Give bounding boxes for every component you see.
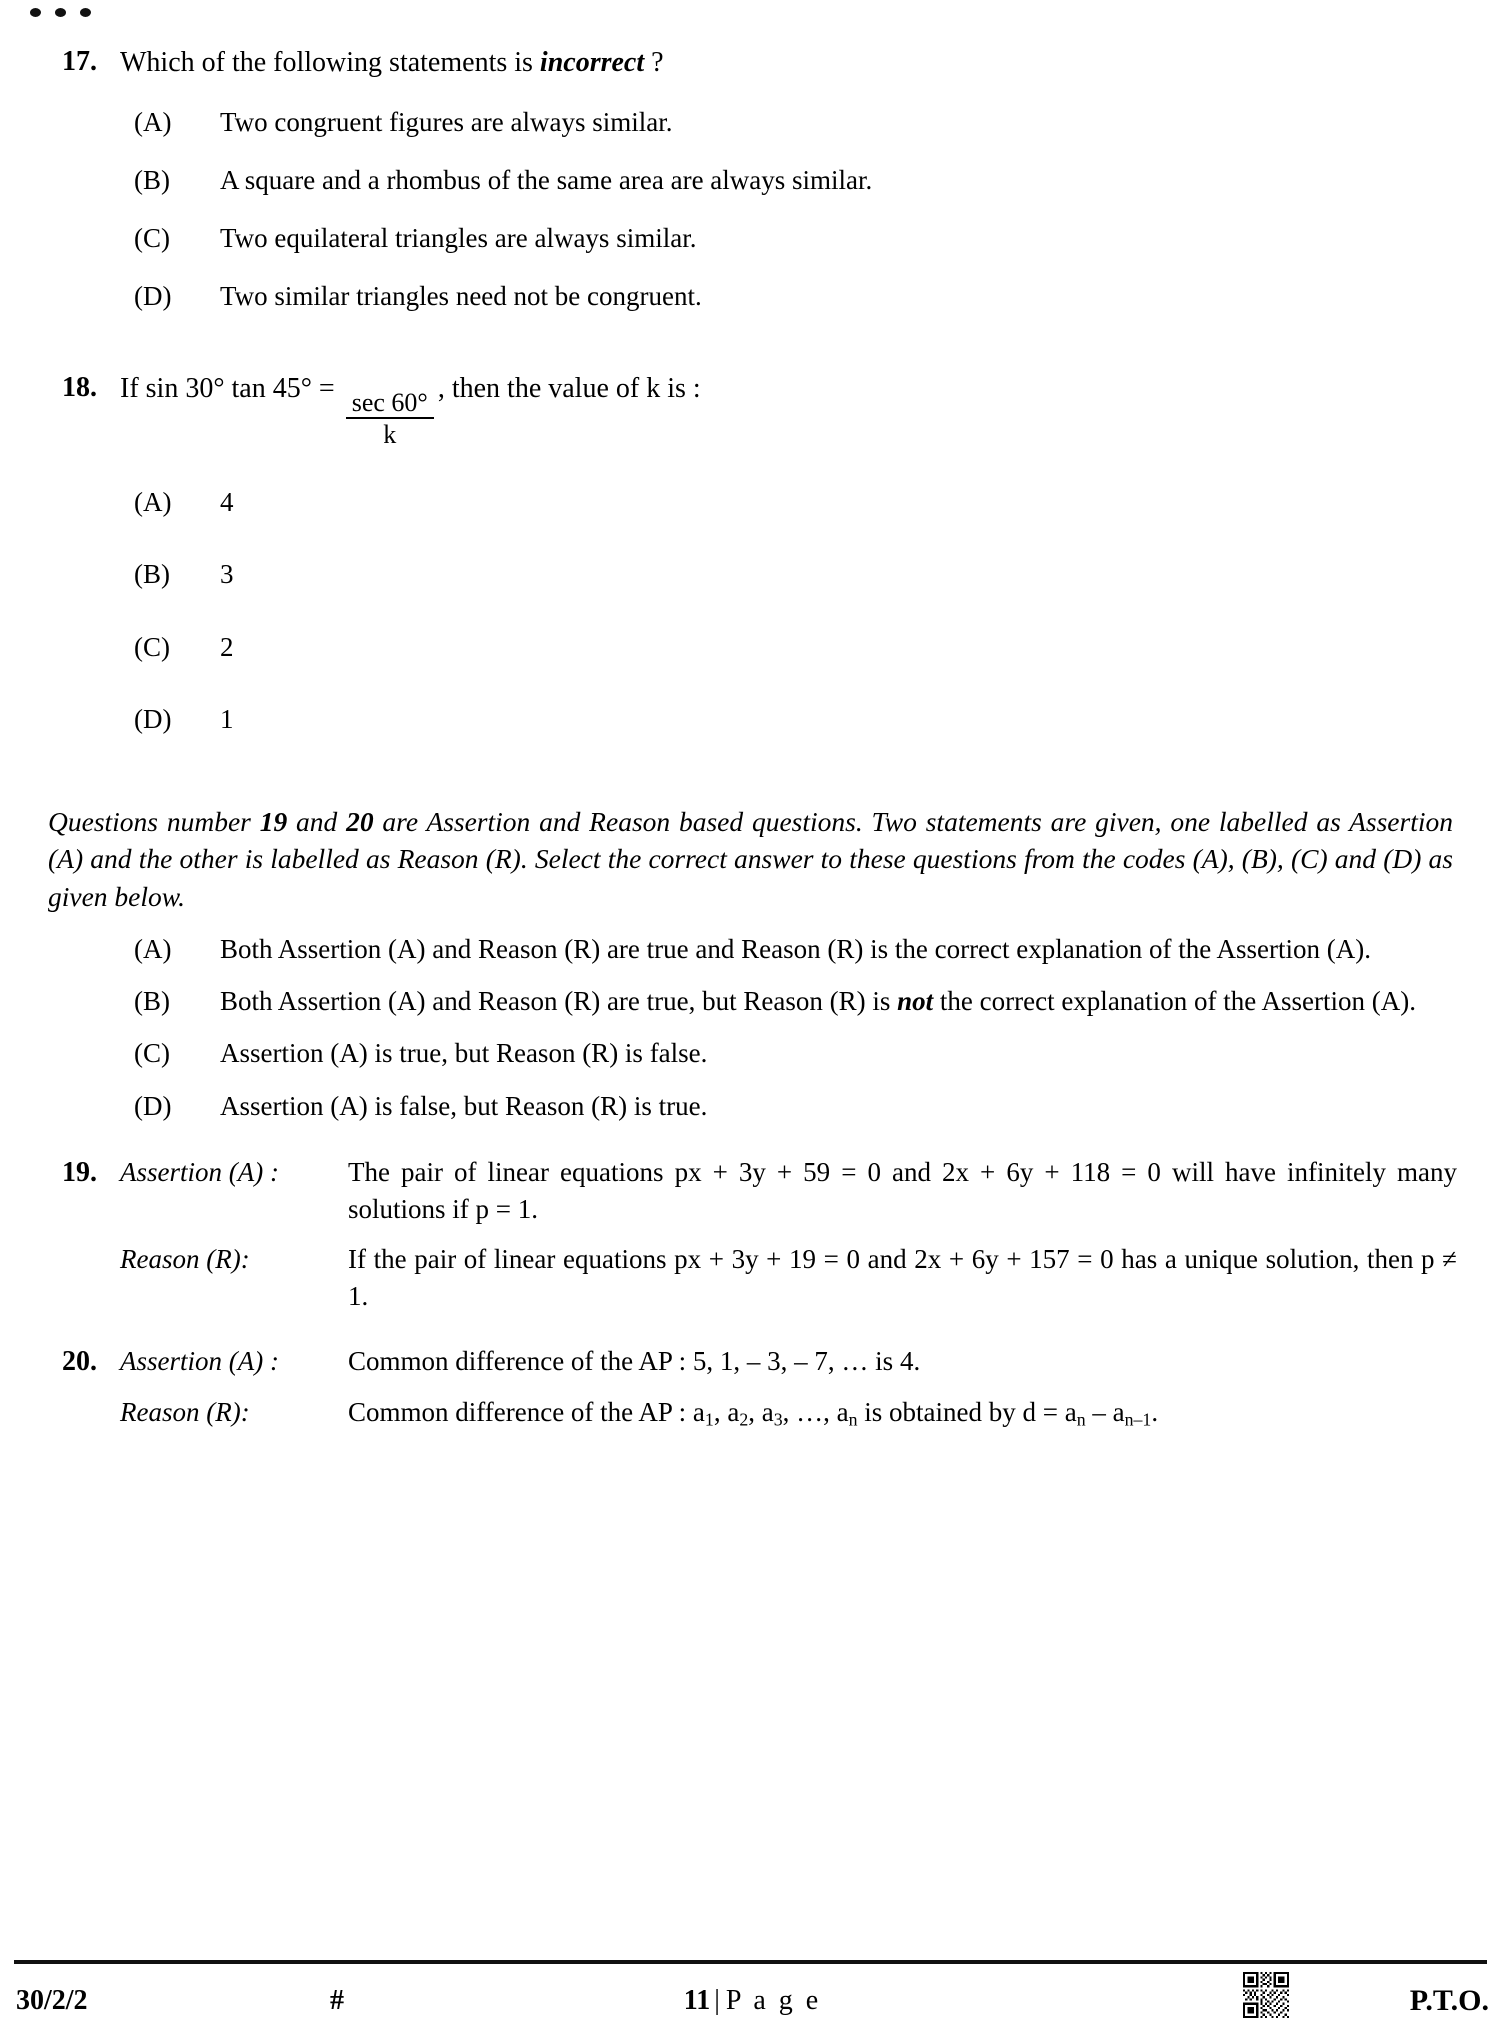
- option-text: A square and a rhombus of the same area are always similar.: [220, 164, 873, 195]
- assertion-reason-instruction: [48, 803, 1457, 915]
- option-text: Assertion (A) is false, but Reason (R) is true.: [220, 1090, 708, 1121]
- window-dot-3-icon: [80, 8, 91, 17]
- reason-part: , …, a: [782, 1397, 849, 1428]
- question-17-option-a[interactable]: [134, 104, 1457, 140]
- question-17-option-b[interactable]: [134, 162, 1457, 198]
- option-text: 2: [220, 631, 234, 662]
- question-17-options: [48, 104, 1457, 315]
- subscript: n: [848, 1409, 858, 1430]
- option-label: (D): [134, 281, 172, 312]
- reason-part: – a: [1085, 1397, 1125, 1428]
- window-dot-1-icon: [30, 8, 41, 17]
- assertion-text: The pair of linear equations px + 3y + 59 = 0 and 2x + 6y + 118 = 0 will have infinitely many solutions if p = 1.: [348, 1156, 1457, 1224]
- option-text-before: Both Assertion (A) and Reason (R) are true, but Reason (R) is: [220, 986, 898, 1017]
- answer-codes-list: [48, 931, 1457, 1124]
- paper-code: 30/2/2: [16, 1985, 88, 2016]
- option-text: Assertion (A) is true, but Reason (R) is false.: [220, 1038, 708, 1069]
- assertion-text: Common difference of the AP : 5, 1, – 3, – 7, … is 4.: [348, 1345, 921, 1376]
- question-17-option-d[interactable]: [134, 278, 1457, 314]
- question-18-option-a[interactable]: [134, 484, 1457, 520]
- reason-part: .: [1151, 1397, 1159, 1428]
- reason-label: Reason (R):: [120, 1244, 250, 1275]
- instruction-part-2: and: [287, 805, 347, 837]
- option-text: Both Assertion (A) and Reason (R) are true and Reason (R) is the correct explanation of the Assertion (A).: [220, 934, 1371, 965]
- reason-text: If the pair of linear equations px + 3y + 19 = 0 and 2x + 6y + 157 = 0 has a unique solution, then p ≠ 1.: [348, 1244, 1457, 1311]
- subscript: 1: [704, 1409, 714, 1430]
- window-dots: [30, 8, 91, 17]
- option-label: (C): [134, 1038, 170, 1069]
- subscript: 3: [773, 1409, 783, 1430]
- subscript: n–1: [1124, 1409, 1152, 1430]
- question-18-stem-before: If sin 30° tan 45° =: [120, 373, 342, 405]
- instruction-bold-19: 19: [259, 805, 288, 837]
- option-label: (A): [134, 487, 172, 518]
- question-18-stem-after: , then the value of k is :: [437, 373, 701, 405]
- option-label: (B): [134, 164, 170, 195]
- instruction-part-3: are Assertion and Reason based questions. Two statements are given, one labelled as Assertion (A) and the other is labelled as Reason (R). Select the correct answer to these questions from the codes (A), (B), (C) and (D) as given below.: [48, 805, 1453, 912]
- question-20-reason: [48, 1394, 1457, 1432]
- question-17-stem-emphasis: incorrect: [539, 47, 645, 78]
- question-18-option-d[interactable]: [134, 701, 1457, 737]
- assertion-label: Assertion (A) :: [120, 1156, 279, 1187]
- code-option-b[interactable]: [134, 983, 1457, 1019]
- qr-code-icon: [1243, 1972, 1289, 2018]
- question-17-stem: [120, 44, 1457, 82]
- subscript: 2: [739, 1409, 749, 1430]
- page-word: P a g e: [725, 1985, 822, 2016]
- option-label: (B): [134, 986, 170, 1017]
- window-dot-2-icon: [55, 8, 66, 17]
- qr-code-svg: [1243, 1972, 1289, 2018]
- option-text: [220, 983, 1457, 1019]
- reason-part: Common difference of the AP : a: [348, 1397, 705, 1428]
- subscript: n: [1076, 1409, 1086, 1430]
- pto-label: P.T.O.: [1409, 1984, 1489, 2017]
- option-label: (A): [134, 106, 172, 137]
- question-17-number: 17.: [62, 46, 97, 77]
- question-19-reason: [48, 1241, 1457, 1314]
- footer-divider: [14, 1960, 1487, 1964]
- option-text: 1: [220, 703, 234, 734]
- question-18-option-c[interactable]: [134, 629, 1457, 665]
- fraction-numerator: sec 60°: [351, 387, 428, 417]
- option-text: Two congruent figures are always similar.: [220, 106, 673, 137]
- footer-content: [0, 1968, 1505, 2034]
- question-18-number: 18.: [62, 372, 97, 404]
- option-label: (C): [134, 222, 170, 253]
- fraction-sec60-over-k: [346, 389, 434, 449]
- page-number: 11: [683, 1985, 711, 2016]
- assertion-label: Assertion (A) :: [120, 1345, 279, 1376]
- instruction-part-1: Questions number: [48, 805, 260, 837]
- question-18-option-b[interactable]: [134, 556, 1457, 592]
- code-option-d[interactable]: [134, 1088, 1457, 1124]
- reason-part: is obtained by d = a: [857, 1397, 1077, 1428]
- question-20-number: 20.: [62, 1345, 97, 1377]
- question-18-stem: [120, 370, 1457, 448]
- page-footer: [0, 1942, 1505, 2034]
- fraction-denominator: k: [346, 417, 434, 448]
- reason-part: , a: [713, 1397, 740, 1428]
- option-text: 3: [220, 559, 234, 590]
- option-label: (B): [134, 559, 170, 590]
- code-option-a[interactable]: [134, 931, 1457, 967]
- option-label: (D): [134, 703, 172, 734]
- question-19-assertion: [48, 1154, 1457, 1227]
- question-17: [48, 44, 1457, 82]
- page-separator: |: [714, 1985, 720, 2016]
- reason-part: , a: [748, 1397, 774, 1428]
- question-18: [48, 370, 1457, 448]
- option-text-after: the correct explanation of the Assertion (A).: [933, 986, 1416, 1017]
- question-17-stem-prefix: Which of the following statements is: [120, 47, 540, 78]
- question-17-stem-suffix: ?: [644, 47, 664, 78]
- reason-label: Reason (R):: [120, 1397, 250, 1428]
- instruction-bold-20: 20: [346, 805, 374, 837]
- option-label: (C): [134, 631, 170, 662]
- option-text-emphasis: not: [897, 986, 934, 1017]
- option-text: 4: [220, 487, 234, 518]
- reason-text: [348, 1394, 1457, 1432]
- code-option-c[interactable]: [134, 1035, 1457, 1071]
- option-label: (D): [134, 1090, 172, 1121]
- option-label: (A): [134, 934, 172, 965]
- option-text: Two equilateral triangles are always similar.: [220, 222, 697, 253]
- question-20-assertion: [48, 1343, 1457, 1381]
- question-17-option-c[interactable]: [134, 220, 1457, 256]
- question-18-options: [48, 484, 1457, 737]
- hash-marker: #: [330, 1985, 344, 2016]
- question-19-number: 19.: [62, 1156, 97, 1188]
- option-text: Two similar triangles need not be congruent.: [220, 281, 702, 312]
- page-content: [48, 0, 1457, 1432]
